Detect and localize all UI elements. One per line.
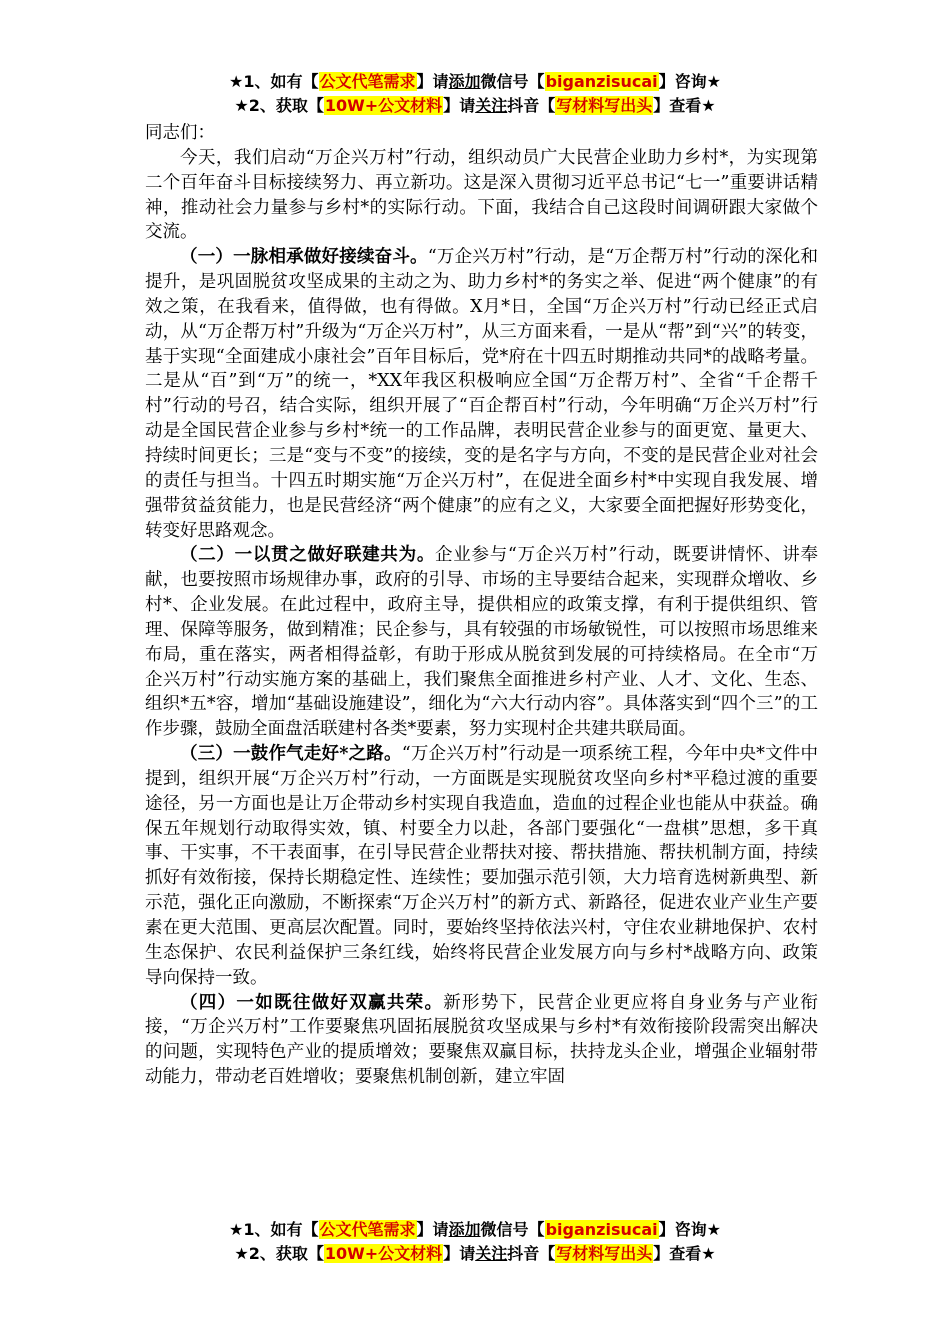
footer-2-highlight-materials: 10W+公文材料 bbox=[324, 1244, 443, 1263]
banner-2-mid2: 抖音【 bbox=[507, 96, 556, 115]
footer-2-mid2: 抖音【 bbox=[507, 1244, 556, 1263]
footer-1-mid2: 微信号【 bbox=[480, 1220, 545, 1239]
footer-1-prefix: ★1、如有【 bbox=[229, 1220, 319, 1239]
footer-1-emphasis: 添加 bbox=[448, 1220, 481, 1239]
banner-2-mid: 】请 bbox=[443, 96, 476, 115]
banner-1-mid2: 微信号【 bbox=[480, 72, 545, 91]
banner-1-prefix: ★1、如有【 bbox=[229, 72, 319, 91]
section-heading-2: （二）一以贯之做好联建共为。 bbox=[180, 545, 436, 566]
banner-line-1 bbox=[0, 70, 950, 94]
section-body-1: “万企兴万村”行动，是“万企帮万村”行动的深化和提升，是巩固脱贫攻坚成果的主动之为、助力乡村*的务实之举、促进“两个健康”的有效之策，在我看来，值得做，也有得做。X月*日，全国“万企兴万村”行动已经正式启动，从“万企帮万村”升级为“万企兴万村”，从三方面来看，一是从“帮”到“兴”的转变，基于实现“全面建成小康社会”百年目标后，党*府在十四五时期推动共同*的战略考量。二是从“百”到“万”的统一，*XX年我区积极响应全国“万企帮万村”、全省“千企帮千村”行动的号召，结合实际，组织开展了“百企帮百村”行动，今年明确“万企兴万村”行动是全国民营企业参与乡村*统一的工作品牌，表明民营企业参与的面更宽、量更大、持续时间更长；三是“变与不变”的接续，变的是名字与方向，不变的是民营企业对社会的责任与担当。十四五时期实施“万企兴万村”，在促进全面乡村*中实现自我发展、增强带贫益贫能力，也是民营经济“两个健康”的应有之义，大家要全面把握好形势变化，转变好思路观念。 bbox=[145, 247, 818, 541]
section-paragraph-1 bbox=[145, 245, 818, 543]
banner-2-emphasis: 关注 bbox=[475, 96, 508, 115]
banner-1-highlight-service: 公文代笔需求 bbox=[319, 72, 416, 91]
section-paragraph-3 bbox=[145, 742, 818, 990]
footer-banner bbox=[0, 1218, 950, 1266]
footer-banner-line-1 bbox=[0, 1218, 950, 1242]
footer-2-highlight-douyin: 写材料写出头 bbox=[556, 1244, 653, 1263]
intro-paragraph: 今天，我们启动“万企兴万村”行动，组织动员广大民营企业助力乡村*，为实现第二个百年奋斗目标接续努力、再立新功。这是深入贯彻习近平总书记“七一”重要讲话精神，推动社会力量参与乡村*的实际行动。下面，我结合自己这段时间调研跟大家做个交流。 bbox=[145, 147, 818, 243]
section-body-4: 新形势下，民营企业更应将自身业务与产业衔接，“万企兴万村”工作要聚焦巩固拓展脱贫攻坚成果与乡村*有效衔接阶段需突出解决的问题，实现特色产业的提质增效；要聚焦双赢目标，扶持龙头企业，增强企业辐射带动能力，带动老百姓增收；要聚焦机制创新，建立牢固 bbox=[145, 992, 819, 1088]
banner-2-prefix: ★2、获取【 bbox=[234, 96, 324, 115]
footer-2-mid: 】请 bbox=[443, 1244, 476, 1263]
banner-1-highlight-wechat: biganzisucai bbox=[545, 72, 658, 91]
section-heading-3: （三）一鼓作气走好*之路。 bbox=[180, 744, 402, 765]
footer-2-prefix: ★2、获取【 bbox=[234, 1244, 324, 1263]
header-banner bbox=[0, 70, 950, 118]
section-heading-1: （一）一脉相承做好接续奋斗。 bbox=[180, 247, 428, 268]
banner-1-suffix: 】咨询★ bbox=[658, 72, 721, 91]
section-body-2: 企业参与“万企兴万村”行动，既要讲情怀、讲奉献，也要按照市场规律办事，政府的引导、市场的主导要结合起来，实现群众增收、乡村*、企业发展。在此过程中，政府主导，提供相应的政策支撑，有利于提供组织、管理、保障等服务，做到精准；民企参与，具有较强的市场敏锐性，可以按照市场思维来布局，重在落实，两者相得益彰，有助于形成从脱贫到发展的可持续格局。在全市“万企兴万村”行动实施方案的基础上，我们聚焦全面推进乡村产业、人才、文化、生态、组织*五*容，增加“基础设施建设”，细化为“六大行动内容”。具体落实到“四个三”的工作步骤，鼓励全面盘活联建村各类*要素，努力实现村企共建共联局面。 bbox=[145, 545, 818, 740]
banner-2-highlight-materials: 10W+公文材料 bbox=[324, 96, 443, 115]
salutation: 同志们： bbox=[145, 123, 215, 143]
footer-2-suffix: 】查看★ bbox=[653, 1244, 716, 1263]
banner-2-highlight-douyin: 写材料写出头 bbox=[556, 96, 653, 115]
banner-2-suffix: 】查看★ bbox=[653, 96, 716, 115]
footer-1-highlight-service: 公文代笔需求 bbox=[319, 1220, 416, 1239]
document-body bbox=[145, 121, 818, 1090]
footer-2-emphasis: 关注 bbox=[475, 1244, 508, 1263]
section-body-3: “万企兴万村”行动是一项系统工程，今年中央*文件中提到，组织开展“万企兴万村”行动，一方面既是实现脱贫攻坚向乡村*平稳过渡的重要途径，另一方面也是让万企带动乡村实现自我造血，造血的过程企业也能从中获益。确保五年规划行动取得实效，镇、村要全力以赴，各部门要强化“一盘棋”思想，多干真事、干实事，不干表面事，在引导民营企业帮扶对接、帮扶措施、帮扶机制方面，持续抓好有效衔接，保持长期稳定性、连续性；要加强示范引领，大力培育选树新典型、新示范，强化正向激励，不断探索“万企兴万村”的新方式、新路径，促进农业产业生产要素在更大范围、更高层次配置。同时，要始终坚持依法兴村，守住农业耕地保护、农村生态保护、农民利益保护三条红线，始终将民营企业发展方向与乡村*战略方向、政策导向保持一致。 bbox=[145, 744, 818, 988]
section-heading-4: （四）一如既往做好双赢共荣。 bbox=[180, 992, 444, 1013]
section-paragraph-2 bbox=[145, 543, 818, 742]
banner-1-emphasis: 添加 bbox=[448, 72, 481, 91]
banner-line-2 bbox=[0, 94, 950, 118]
section-paragraph-4 bbox=[145, 991, 818, 1090]
banner-1-mid: 】请 bbox=[416, 72, 449, 91]
footer-banner-line-2 bbox=[0, 1242, 950, 1266]
footer-1-suffix: 】咨询★ bbox=[658, 1220, 721, 1239]
footer-1-mid: 】请 bbox=[416, 1220, 449, 1239]
footer-1-highlight-wechat: biganzisucai bbox=[545, 1220, 658, 1239]
